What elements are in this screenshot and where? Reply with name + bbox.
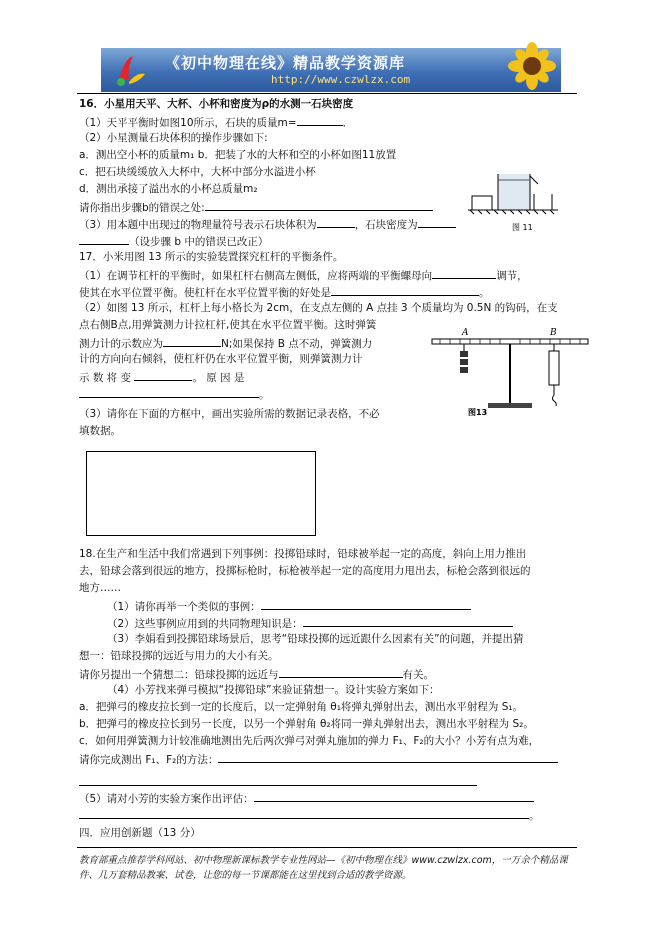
q18-line10: a．把弹弓的橡皮拉长到一定的长度后，以一定弹射角 θ₁将弹丸弹射出去，测出水平射程为 S₁。 [79,701,524,713]
q17-line9: （3）请你在下面的方框中，画出实验所需的数据记录表格，不必 [79,408,380,420]
q16-line4: c．把石块缓缓放入大杯中，大杯中部分水溢进小杯 [79,166,316,178]
q17-line8: 。 [79,386,270,403]
header-rule [77,93,577,94]
sunflower-icon [492,42,556,90]
banner-url[interactable]: http://www.czwlzx.com [271,73,411,86]
q17-line6: 计的方向向右倾斜，使杠杆仍在水平位置平衡，则弹簧测力计 [79,353,363,365]
q18-line8: 请你另提出一个猜想二：铅球投掷的远近与 有关。 [79,666,434,683]
q18-line1: 18.在生产和生活中我们常遇到下列事例：投掷铅球时，铅球被举起一定的高度，斜向上用力推出 [79,548,527,560]
q17-line4: 点右侧B点,用弹簧测力计拉杠杆,使其在水平位置平衡。这时弹簧 [79,319,377,331]
q17-line7: 示 数 将 变 。 原 因 是 [79,369,244,386]
q17-line2: 使其在水平位置平衡。使杠杆在水平位置平衡的好处是 。 [79,284,490,301]
q16-title: 16．小星用天平、大杯、小杯和密度为ρ的水测一石块密度 [79,98,354,110]
q18-answer-rule [79,785,477,786]
fig13-label-a: A [462,328,469,338]
q16-line7: （3）用本题中出现过的物理量符号表示石块体积为 ，石块密度为 [79,216,456,233]
q16-line2: （2）小星测量石块体积的操作步骤如下: [79,132,268,144]
q18-line5: （2）这些事例应用到的共同物理知识是： [107,615,513,632]
figure-11-label: 图 11 [512,223,533,232]
figure-13 [426,325,596,417]
q18-line13: 请你完成测出 F₁、F₂的方法： [79,751,558,768]
fig13-caption: 图13 [468,408,488,417]
footer-line2: 件、几万套精品教案、试卷，让您的每一节课都能在这里找到合适的教学资源。 [79,870,412,881]
q18-line3: 地方…… [79,582,121,594]
q16-line3: a．测出空小杯的质量m₁ b．把装了水的大杯和空的小杯如图11放置 [79,149,397,161]
q17-line3: （2）如图 13 所示，杠杆上每小格长为 2cm，在支点左侧的 A 点挂 3 个质量均为 0.5N 的钩码，在支 [79,302,558,314]
q18-line7: 想一：铅球投掷的远近与用力的大小有关。 [79,650,279,662]
logo-icon [111,52,151,88]
q16-line8: （设步骤 b 中的错误已改正） [79,233,268,250]
q16-line5: d．测出承接了溢出水的小杯总质量m₂ [79,183,258,195]
q18-line15: 。 [79,807,540,824]
q18-line2: 去，铅球会落到很远的地方，投掷标枪时，标枪被举起一定的高度用力甩出去，标枪会落到很远的 [79,565,531,577]
figure-11 [468,160,558,234]
q17-line10: 填数据。 [79,425,121,437]
answer-box [86,451,316,536]
q18-line6: （3）李娟看到投掷铅球场景后，思考“铅球投掷的远近跟什么因素有关”的问题，并提出猜 [107,633,524,645]
q18-line14: （5）请对小芳的实验方案作出评估： [79,790,534,807]
q18-line11: b．把弹弓的橡皮拉长到另一长度，以另一个弹射角 θ₂将同一弹丸弹射出去，测出水平射程为 S₂。 [79,718,534,730]
q17-title: 17．小米用图 13 所示的实验装置探究杠杆的平衡条件。 [79,251,344,263]
q16-line1: （1）天平平衡时如图10所示，石块的质量m= ． [79,114,353,131]
section-4-heading: 四．应用创新题（13 分） [79,827,201,839]
q16-line6: 请你指出步骤b的错误之处: [79,199,433,216]
q18-line12: c．如何用弹簧测力计较准确地测出先后两次弹弓对弹丸施加的弹力 F₁、F₂的大小？小芳有点为难， [79,735,540,747]
footer-rule [77,847,577,848]
q18-line9: （4）小芳找来弹弓模拟“投掷铅球”来验证猜想一。设计实验方案如下： [107,684,440,696]
q17-line5: 测力计的示数应为 N;如果保持 B 点不动，弹簧测力 [79,335,372,352]
footer-line1: 教育部重点推荐学科网站、初中物理新课标教学专业性网站—《初中物理在线》www.czwlzx.com，一万余个精品课 [79,855,568,866]
q17-line1: （1）在调节杠杆的平衡时，如果杠杆右侧高左侧低，应将两端的平衡螺母向 调节， [79,267,528,284]
fig13-label-b: B [550,328,557,338]
q18-line4: （1）请你再举一个类似的事例： [107,598,471,615]
banner-title: 《初中物理在线》精品教学资源库 [165,54,406,72]
